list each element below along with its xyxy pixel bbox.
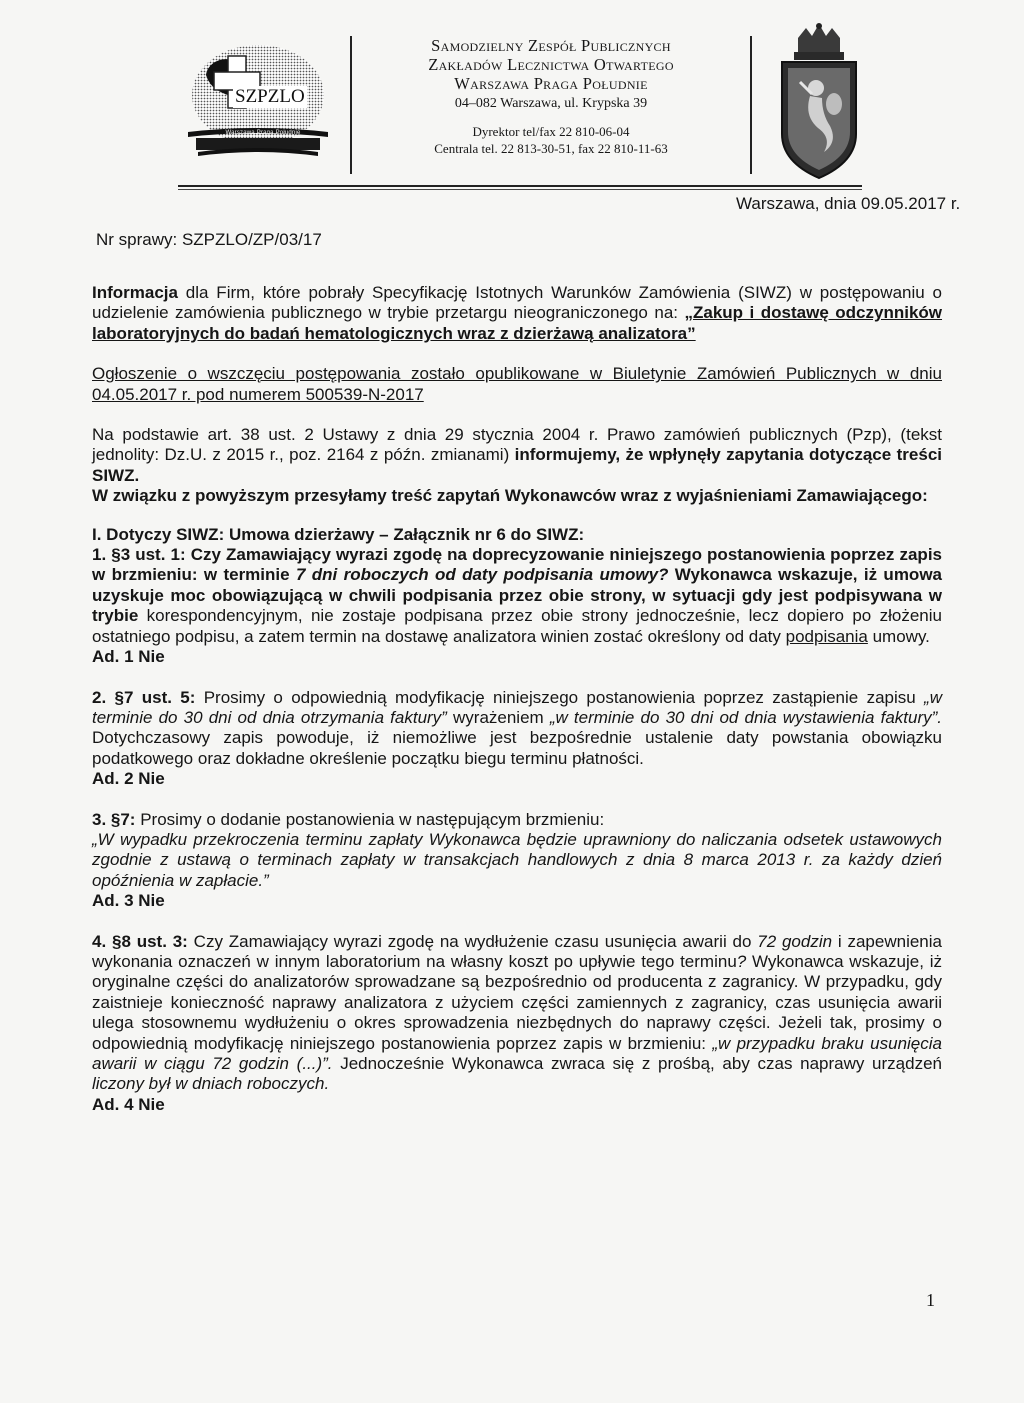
org-address: 04–082 Warszawa, ul. Krypska 39 <box>454 96 648 111</box>
q4-text-4: Jednocześnie Wykonawca zwraca się z prośbą, aby czas naprawy urządzeń <box>332 1054 942 1073</box>
q2-bold: 2. §7 ust. 5: <box>92 687 196 707</box>
q3-text-1: Prosimy o dodanie postanowienia w następującym brzmieniu: <box>135 809 605 829</box>
transmission-text: W związku z powyższym przesyłamy treść zapytań Wykonawców wraz z wyjaśnieniami Zamawiającego: <box>92 486 928 506</box>
q4-italic-3: „w przypadku braku usunięcia awarii w ciągu 72 godzin (...)”. <box>92 1033 942 1073</box>
answer-2-text: Ad. 2 Nie <box>92 769 165 789</box>
q4-italic-1: 72 godzin <box>757 931 833 951</box>
q2-text-2: wyrażeniem <box>446 707 550 727</box>
header-rule <box>178 185 862 187</box>
legal-basis-text: Na podstawie art. 38 ust. 2 Ustawy z dnia 29 stycznia 2004 r. Prawo zamówień publicznych (Pzp), (tekst jednolity: Dz.U. z 2015 r., poz. 2164 z późn. zmianami) <box>92 425 942 465</box>
org-name-line2: Zakładów Lecznictwa Otwartego <box>428 55 674 74</box>
answer-4 <box>92 1095 942 1115</box>
answer-1 <box>92 647 942 667</box>
q2-text-1: Prosimy o odpowiednią modyfikację niniejszego postanowienia poprzez zastąpienie zapisu <box>195 687 925 707</box>
q4-bold: 4. §8 ust. 3: <box>92 931 188 951</box>
page-number: 1 <box>926 1290 935 1310</box>
warsaw-coat-of-arms <box>776 22 862 180</box>
legal-basis-bold: informujemy, że wpłynęły zapytania dotyczące treści SIWZ. <box>92 445 942 485</box>
header-rule-thin <box>178 189 862 190</box>
transmission-paragraph <box>92 486 942 506</box>
q1-underlined: podpisania <box>785 626 868 646</box>
org-name-line3: Warszawa Praga Południe <box>454 74 648 93</box>
intro-text: dla Firm, które pobrały Specyfikację Istotnych Warunków Zamówienia (SIWZ) w postępowaniu o udzielenie zamówienia publicznego w trybie przetargu nieograniczonego na: <box>92 283 942 323</box>
contact-central: Centrala tel. 22 813-30-51, fax 22 810-11-63 <box>434 141 668 156</box>
q1-text-2: umowy. <box>867 626 930 646</box>
q1-bold-italic: 7 dni roboczych od daty podpisania umowy? <box>295 565 669 585</box>
question-2 <box>92 688 942 770</box>
place-and-date: Warszawa, dnia 09.05.2017 r. <box>736 194 961 213</box>
letter-body <box>92 283 942 1115</box>
q4-text-3: Wykonawca wskazuje, iż oryginalne części do analizatorów sprowadzane są bezpośrednio od producenta z zagranicy. W przypadku, gdy zaistnieje konieczność naprawy analizatora z użyciem części zamiennych z zagranicy, czas usunięcia awarii ulega stosownemu wydłużeniu o okres sprowadzenia niezbędnych do naprawy części. Jeżeli tak, prosimy o odpowiednią modyfikację niniejszego postanowienia poprzez zapis w brzmieniu: <box>92 951 943 1053</box>
q1-bold-1: 1. §3 ust. 1: Czy Zamawiający wyrazi zgodę na doprecyzowanie niniejszego postanowienia poprzez zapis w brzmieniu: w terminie <box>92 545 942 585</box>
q4-italic-2: ? <box>736 951 747 971</box>
section-title <box>92 525 942 545</box>
q1-bold-2: Wykonawca wskazuje, iż umowa uzyskuje moc obowiązującą w chwili podpisania przez obie strony, w sytuacji gdy jest podpisywana w trybie <box>92 565 942 626</box>
question-1 <box>92 545 942 647</box>
q4-italic-4: liczony był w dniach roboczych. <box>92 1074 330 1094</box>
q3-italic: „W wypadku przekroczenia terminu zapłaty Wykonawca będzie uprawniony do naliczania odsetek ustawowych zgodnie z ustawą o terminach zapłaty w transakcjach handlowych z dnia 8 marca 2013 r. za każdy dzień opóźnienia w zapłacie.” <box>92 829 942 890</box>
logo-subtext: Warszawa Praga Południe <box>225 130 301 136</box>
question-4 <box>92 932 942 1095</box>
q4-text-2: i zapewnienia wykonania oznaczeń w innym laboratorium na własny koszt po upływie tego terminu <box>92 931 942 971</box>
org-name-line1: Samodzielny Zespół Publicznych <box>431 36 671 55</box>
q2-italic-1: „w terminie do 30 dni od dnia otrzymania faktury” <box>92 687 942 727</box>
answer-3 <box>92 891 942 911</box>
announcement-paragraph: Ogłoszenie o wszczęciu postępowania zostało opublikowane w Biuletynie Zamówień Publicznych w dniu 04.05.2017 r. pod numerem 500539-N-2017 <box>92 364 942 404</box>
header-divider-right <box>750 36 752 174</box>
logo-text: SZPZLO <box>235 86 305 107</box>
question-3 <box>92 810 942 830</box>
intro-paragraph <box>92 283 942 344</box>
q2-text-3: Dotychczasowy zapis powoduje, iż niemożliwe jest bezpośrednie ustalenie daty powstania obowiązku podatkowego oraz dokładne określenie początku biegu terminu płatności. <box>92 728 942 768</box>
answer-1-text: Ad. 1 Nie <box>92 647 165 667</box>
q3-bold: 3. §7: <box>92 809 136 829</box>
intro-bold: Informacja <box>92 283 178 302</box>
contact-director: Dyrektor tel/fax 22 810-06-04 <box>472 124 630 139</box>
question-3-quote <box>92 830 942 891</box>
institution-header <box>352 36 750 157</box>
tender-subject: „Zakup i dostawę odczynników laboratoryjnych do badań hematologicznych wraz z dzierżawą analizatora” <box>92 303 943 343</box>
section-title-text: I. Dotyczy SIWZ: Umowa dzierżawy – Załącznik nr 6 do SIWZ: <box>92 524 585 544</box>
q4-text-1: Czy Zamawiający wyrazi zgodę na wydłużenie czasu usunięcia awarii do <box>187 931 758 951</box>
legal-basis-paragraph <box>92 425 942 486</box>
q2-italic-2: „w terminie do 30 dni od dnia wystawienia faktury”. <box>549 707 943 727</box>
answer-4-text: Ad. 4 Nie <box>92 1094 165 1114</box>
q1-text-1: korespondencyjnym, nie zostaje podpisana przez obie strony jednocześnie, lecz dopiero po złożeniu ostatniego podpisu, a zatem termin na dostawę analizatora winien zostać określony od daty <box>92 606 942 646</box>
case-number: Nr sprawy: SZPZLO/ZP/03/17 <box>96 230 322 249</box>
answer-3-text: Ad. 3 Nie <box>92 891 165 911</box>
answer-2 <box>92 769 942 789</box>
